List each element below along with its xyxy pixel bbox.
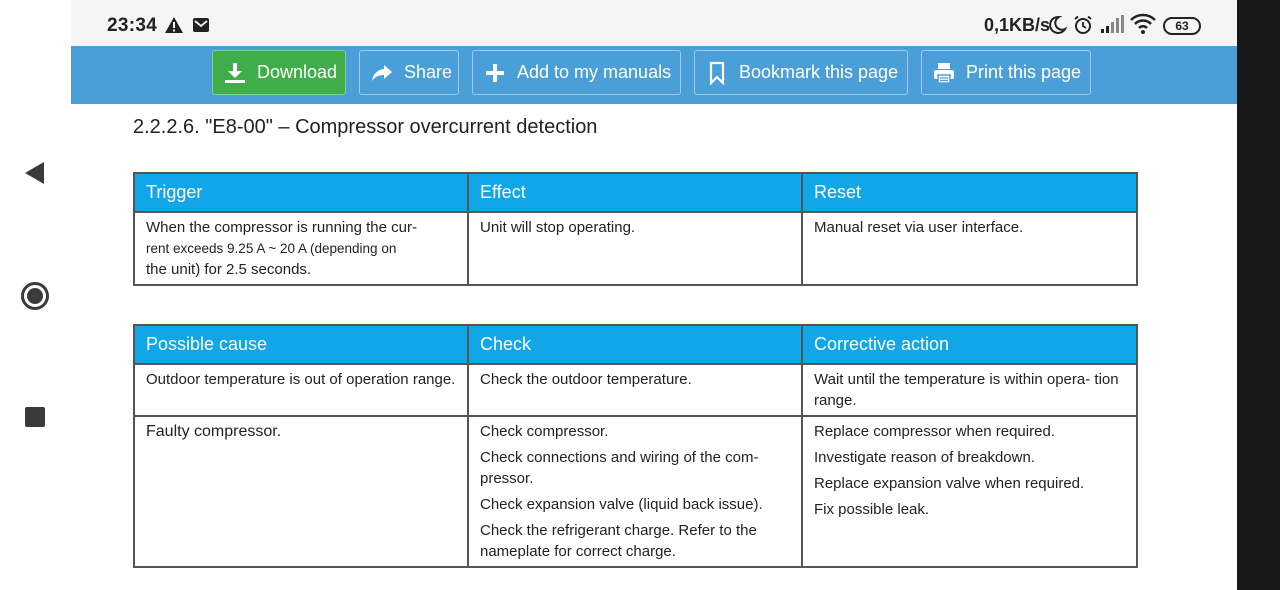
share-button[interactable] — [359, 50, 459, 95]
action-item: Replace expansion valve when required. — [814, 475, 1085, 492]
manual-page — [71, 104, 1237, 590]
status-bar — [71, 0, 1237, 46]
recents-icon[interactable] — [25, 407, 45, 427]
reset-cell: Manual reset via user interface. — [802, 212, 1137, 285]
check-item: Check the outdoor temperature. — [480, 371, 692, 388]
share-label: Share — [404, 62, 453, 82]
cause-cell — [134, 416, 468, 567]
warning-icon — [164, 16, 184, 34]
home-icon[interactable] — [21, 282, 49, 310]
trigger-line: rent exceeds 9.25 A ~ 20 A (depending on — [146, 241, 397, 256]
status-time: 23:34 — [107, 15, 158, 36]
action-item: Investigate reason of breakdown. — [814, 449, 1035, 466]
print-button[interactable] — [921, 50, 1091, 95]
download-button[interactable] — [212, 50, 346, 95]
table-row — [134, 416, 1137, 567]
trigger-table — [133, 172, 1138, 286]
plus-icon — [483, 61, 507, 85]
header-corrective-action: Corrective action — [802, 325, 1137, 364]
battery-indicator: 63 — [1163, 17, 1201, 35]
bookmark-button[interactable] — [694, 50, 908, 95]
action-item: Wait until the temperature is within opera- tion range. — [814, 371, 1119, 409]
header-check: Check — [468, 325, 802, 364]
bookmark-icon — [705, 61, 729, 85]
action-item: Fix possible leak. — [814, 501, 930, 518]
bookmark-label: Bookmark this page — [739, 62, 899, 82]
trigger-line: the unit) for 2.5 seconds. — [146, 261, 312, 278]
printer-icon — [932, 61, 956, 85]
wifi-icon — [1130, 13, 1156, 35]
action-cell — [802, 364, 1137, 416]
action-item: Replace compressor when required. — [814, 423, 1055, 440]
header-effect: Effect — [468, 173, 802, 212]
alarm-icon — [1073, 15, 1093, 35]
header-possible-cause: Possible cause — [134, 325, 468, 364]
cause-text: Faulty compressor. — [146, 423, 282, 440]
back-icon[interactable] — [22, 160, 46, 186]
table-row — [134, 212, 1137, 285]
network-speed: 0,1KB/s — [984, 15, 1051, 35]
signal-icon — [1100, 14, 1126, 34]
check-item: Check connections and wiring of the com- pressor. — [480, 449, 759, 487]
effect-cell: Unit will stop operating. — [468, 212, 802, 285]
section-title: 2.2.2.6. "E8-00" – Compressor overcurrent detection — [133, 116, 598, 138]
cause-text: Outdoor temperature is out of operation range. — [146, 371, 456, 388]
android-nav-bar — [0, 0, 71, 590]
action-cell — [802, 416, 1137, 567]
check-item: Check the refrigerant charge. Refer to the nameplate for correct charge. — [480, 522, 757, 560]
header-reset: Reset — [802, 173, 1137, 212]
check-item: Check compressor. — [480, 423, 609, 440]
check-cell — [468, 364, 802, 416]
check-item: Check expansion valve (liquid back issue). — [480, 496, 763, 513]
cause-table — [133, 324, 1138, 568]
share-icon — [370, 61, 394, 85]
table-row — [134, 364, 1137, 416]
check-cell — [468, 416, 802, 567]
screen-edge — [1237, 0, 1280, 590]
add-to-manuals-button[interactable] — [472, 50, 681, 95]
trigger-line: When the compressor is running the cur- — [146, 219, 417, 236]
cause-cell — [134, 364, 468, 416]
print-label: Print this page — [966, 62, 1082, 82]
trigger-cell — [134, 212, 468, 285]
table-header-row — [134, 173, 1137, 212]
header-trigger: Trigger — [134, 173, 468, 212]
table-header-row — [134, 325, 1137, 364]
mail-icon — [192, 16, 210, 34]
moon-icon — [1047, 15, 1067, 35]
add-to-manuals-label: Add to my manuals — [517, 62, 672, 82]
download-icon — [223, 61, 247, 85]
download-label: Download — [257, 62, 338, 82]
manual-toolbar — [71, 46, 1237, 104]
